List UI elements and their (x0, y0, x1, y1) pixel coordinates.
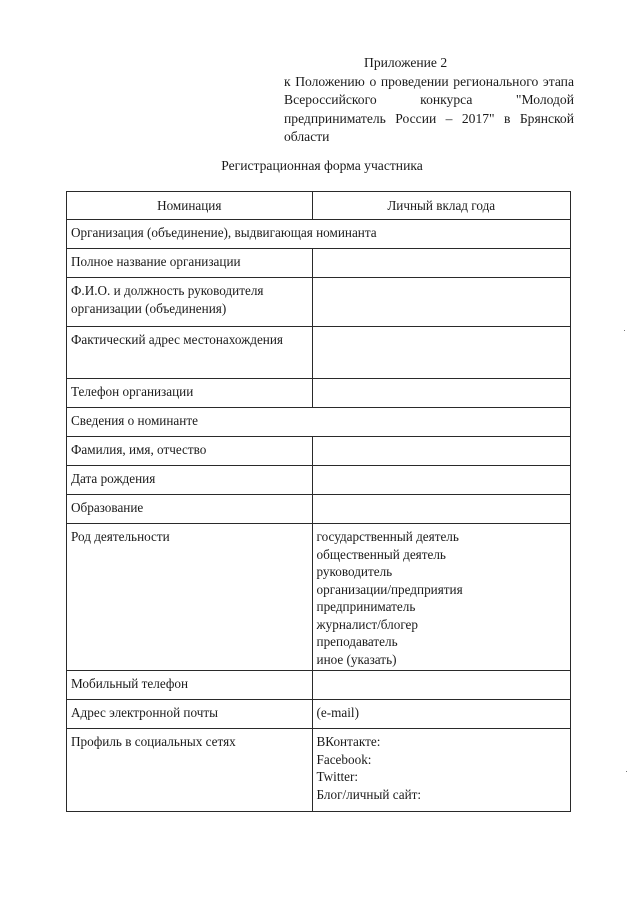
section-row (67, 220, 571, 249)
email-field[interactable]: (e-mail) (312, 700, 570, 729)
table-row (67, 379, 571, 408)
activity-option[interactable]: общественный деятель (316, 546, 446, 562)
social-network-label: Facebook: (316, 751, 372, 767)
activity-option[interactable]: преподаватель (316, 634, 398, 649)
section-organization: Организация (объединение), выдвигающая номинанта (67, 220, 571, 249)
table-row (67, 327, 571, 379)
birth-date-field[interactable] (312, 466, 570, 495)
table-row (67, 466, 571, 495)
section-nominee: Сведения о номинанте (67, 408, 571, 437)
social-network-label: Блог/личный сайт: (316, 786, 422, 802)
table-row (67, 729, 571, 812)
org-address-field[interactable] (312, 327, 570, 379)
field-label: Мобильный телефон (67, 671, 313, 700)
social-profiles-field[interactable] (312, 729, 570, 812)
header-nomination: Номинация (67, 192, 313, 220)
scan-speck (624, 330, 625, 331)
field-label: Ф.И.О. и должность руководителя организации (объединения) (67, 278, 313, 327)
table-row (67, 249, 571, 278)
activity-option[interactable]: предприниматель (316, 599, 416, 614)
org-head-field[interactable] (312, 278, 570, 327)
form-title: Регистрационная форма участника (221, 158, 423, 173)
table-row (67, 524, 571, 671)
appendix-block (284, 54, 574, 147)
field-label: Профиль в социальных сетях (67, 729, 313, 812)
social-network-label: ВКонтакте: (316, 734, 381, 749)
scan-speck (626, 771, 627, 772)
activity-option[interactable]: государственный деятель (316, 529, 459, 544)
education-field[interactable] (312, 495, 570, 524)
appendix-title: Приложение 2 (364, 55, 448, 70)
field-label: Фамилия, имя, отчество (67, 437, 313, 466)
header-personal-contribution: Личный вклад года (312, 192, 570, 220)
activity-option[interactable]: журналист/блогер (316, 616, 418, 632)
field-label: Род деятельности (67, 524, 313, 671)
appendix-body: к Положению о проведении регионального этапа Всероссийского конкурса "Молодой предприниматель России – 2017" в Брянской области (284, 73, 574, 144)
table-row (67, 437, 571, 466)
table-row (67, 700, 571, 729)
field-label: Фактический адрес местонахождения (67, 327, 313, 379)
field-label: Дата рождения (67, 466, 313, 495)
registration-form-table (66, 191, 571, 812)
org-phone-field[interactable] (312, 379, 570, 408)
table-row (67, 495, 571, 524)
field-label: Телефон организации (67, 379, 313, 408)
table-header-row (67, 192, 571, 220)
activity-options[interactable] (312, 524, 570, 671)
mobile-phone-field[interactable] (312, 671, 570, 700)
field-label: Полное название организации (67, 249, 313, 278)
social-network-label: Twitter: (316, 769, 359, 784)
field-label: Образование (67, 495, 313, 524)
table-row (67, 671, 571, 700)
activity-option[interactable]: иное (указать) (316, 651, 397, 667)
table-row (67, 278, 571, 327)
nominee-name-field[interactable] (312, 437, 570, 466)
org-full-name-field[interactable] (312, 249, 570, 278)
field-label: Адрес электронной почты (67, 700, 313, 729)
activity-option[interactable]: руководитель (316, 564, 393, 579)
activity-option[interactable]: организации/предприятия (316, 581, 463, 597)
section-row (67, 408, 571, 437)
